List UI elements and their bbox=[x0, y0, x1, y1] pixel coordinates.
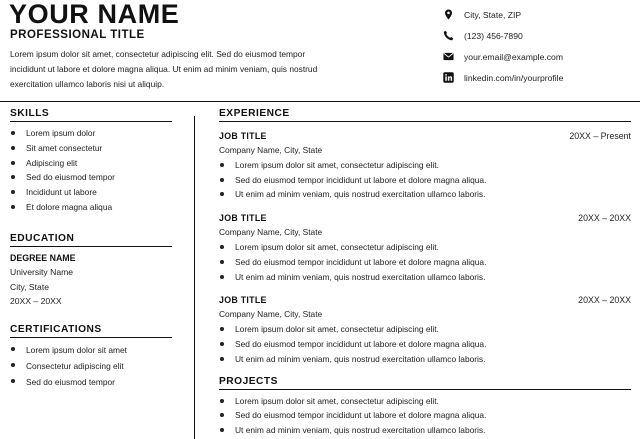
skill-item: Lorem ipsum dolor bbox=[10, 126, 172, 141]
projects-heading: PROJECTS bbox=[219, 376, 631, 390]
right-column bbox=[219, 108, 631, 438]
skill-item: Sed do eiusmod tempor bbox=[10, 170, 172, 185]
job-entry bbox=[219, 211, 631, 284]
job-entry bbox=[219, 293, 631, 366]
job-bullet: Sed do eiusmod tempor incididunt ut labore et dolore magna aliqua. bbox=[219, 337, 631, 352]
job-bullet: Ut enim ad minim veniam, quis nostrud exercitation ullamco laboris. bbox=[219, 187, 631, 202]
job-title: JOB TITLE bbox=[219, 213, 267, 224]
project-item: Sed do eiusmod tempor incididunt ut labore et dolore magna aliqua. bbox=[219, 408, 631, 423]
skill-item: Incididunt ut labore bbox=[10, 185, 172, 200]
professional-title: PROFESSIONAL TITLE bbox=[10, 29, 145, 41]
email-icon bbox=[441, 50, 455, 64]
contact-email-text[interactable]: your.email@example.com bbox=[464, 51, 563, 62]
summary-text: Lorem ipsum dolor sit amet, consectetur adipiscing elit. Sed do eiusmod tempor incididunt ut labore et dolore magna aliqua. Ut enim ad minim veniam, quis nostrud exercitation ullamco laboris nisi ut aliquip. bbox=[10, 49, 318, 89]
certifications-section bbox=[10, 324, 172, 390]
job-entry bbox=[219, 129, 631, 202]
project-item: Lorem ipsum dolor sit amet, consectetur adipiscing elit. bbox=[219, 394, 631, 409]
job-bullet: Sed do eiusmod tempor incididunt ut labore et dolore magna aliqua. bbox=[219, 255, 631, 270]
contact-block bbox=[441, 4, 637, 88]
candidate-name: YOUR NAME bbox=[9, 0, 180, 29]
contact-linkedin[interactable] bbox=[441, 67, 637, 88]
job-bullets bbox=[219, 322, 631, 366]
column-divider bbox=[194, 116, 195, 439]
education-location: City, State bbox=[10, 281, 50, 292]
certification-item: Sed do eiusmod tempor bbox=[10, 374, 172, 390]
skill-item: Et dolore magna aliqua bbox=[10, 200, 172, 215]
education-dates: 20XX – 20XX bbox=[10, 296, 62, 307]
experience-heading: EXPERIENCE bbox=[219, 108, 631, 122]
job-company: Company Name, City, State bbox=[219, 309, 323, 320]
header-divider bbox=[0, 101, 640, 102]
projects-list bbox=[219, 394, 631, 438]
linkedin-icon bbox=[441, 71, 455, 85]
skills-heading: SKILLS bbox=[10, 108, 172, 122]
project-item: Ut enim ad minim veniam, quis nostrud exercitation ullamco laboris. bbox=[219, 423, 631, 438]
phone-icon bbox=[441, 29, 455, 43]
left-column bbox=[10, 108, 172, 390]
projects-section bbox=[219, 376, 631, 438]
experience-section bbox=[219, 108, 631, 367]
skill-item: Sit amet consectetur bbox=[10, 141, 172, 156]
job-bullet: Ut enim ad minim veniam, quis nostrud exercitation ullamco laboris. bbox=[219, 270, 631, 285]
certification-item: Consectetur adipiscing elit bbox=[10, 358, 172, 374]
resume-header bbox=[0, 0, 640, 104]
contact-phone bbox=[441, 25, 637, 46]
certification-item: Lorem ipsum dolor sit amet bbox=[10, 342, 172, 358]
certifications-heading: CERTIFICATIONS bbox=[10, 324, 172, 338]
job-title: JOB TITLE bbox=[219, 295, 267, 306]
job-company: Company Name, City, State bbox=[219, 145, 323, 155]
university-name: University Name bbox=[10, 267, 74, 278]
job-company: Company Name, City, State bbox=[219, 227, 323, 238]
job-bullet: Ut enim ad minim veniam, quis nostrud exercitation ullamco laboris. bbox=[219, 352, 631, 367]
job-dates: 20XX – Present bbox=[569, 131, 631, 141]
job-title: JOB TITLE bbox=[219, 131, 267, 141]
contact-location bbox=[441, 4, 637, 25]
skills-list bbox=[10, 126, 172, 215]
job-bullets bbox=[219, 158, 631, 202]
skills-section bbox=[10, 108, 172, 215]
skill-item: Adipiscing elit bbox=[10, 156, 172, 171]
contact-location-text: City, State, ZIP bbox=[464, 9, 522, 20]
education-section bbox=[10, 233, 172, 309]
job-dates: 20XX – 20XX bbox=[578, 295, 631, 306]
location-pin-icon bbox=[441, 8, 455, 22]
contact-phone-text: (123) 456-7890 bbox=[464, 30, 523, 41]
job-bullets bbox=[219, 240, 631, 284]
job-bullet: Sed do eiusmod tempor incididunt ut labore et dolore magna aliqua. bbox=[219, 173, 631, 188]
education-heading: EDUCATION bbox=[10, 233, 172, 247]
contact-email[interactable] bbox=[441, 46, 637, 67]
job-bullet: Lorem ipsum dolor sit amet, consectetur adipiscing elit. bbox=[219, 158, 631, 173]
job-bullet: Lorem ipsum dolor sit amet, consectetur adipiscing elit. bbox=[219, 240, 631, 255]
job-bullet: Lorem ipsum dolor sit amet, consectetur adipiscing elit. bbox=[219, 322, 631, 337]
degree-name: DEGREE NAME bbox=[10, 252, 76, 263]
job-dates: 20XX – 20XX bbox=[578, 213, 631, 224]
contact-linkedin-text[interactable]: linkedin.com/in/yourprofile bbox=[464, 72, 564, 83]
certifications-list bbox=[10, 342, 172, 390]
